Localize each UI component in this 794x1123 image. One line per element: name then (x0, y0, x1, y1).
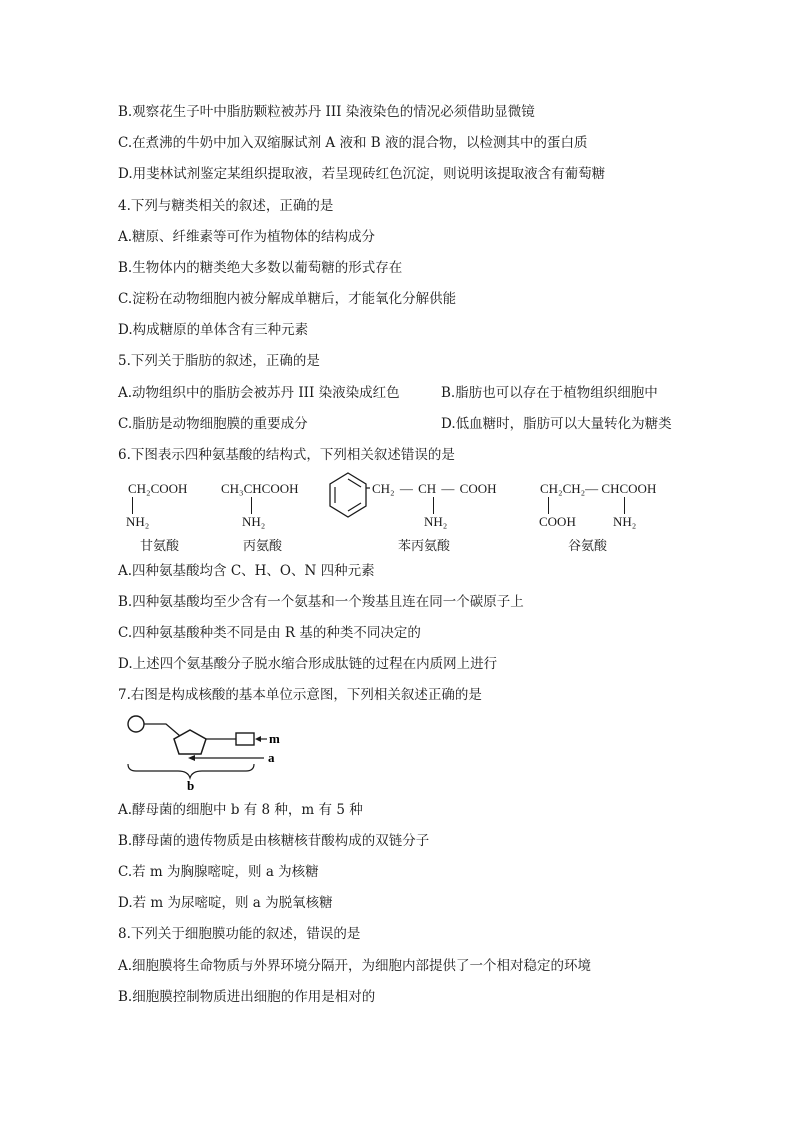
q4-option-a: A.糖原、纤维素等可作为植物体的结构成分 (118, 229, 376, 245)
alanine-top: CH₃CHCOOH (221, 481, 299, 496)
q6-option-c: C.四种氨基酸种类不同是由 R 基的种类不同决定的 (118, 625, 421, 641)
q4-option-d: D.构成糖原的单体含有三种元素 (118, 322, 309, 338)
alanine-name: 丙氨酸 (243, 538, 283, 553)
q8-option-b: B.细胞膜控制物质进出细胞的作用是相对的 (118, 989, 376, 1005)
phosphate-circle (128, 716, 144, 732)
phenylalanine-bond (433, 497, 434, 514)
label-a: a (268, 750, 275, 765)
base-rect (236, 733, 254, 745)
q3-option-d: D.用斐林试剂鉴定某组织提取液，若呈现砖红色沉淀，则说明该提取液含有葡萄糖 (118, 166, 606, 182)
q7-option-c: C.若 m 为胸腺嘧啶，则 a 为核糖 (118, 864, 319, 880)
q5-option-b: B.脂肪也可以存在于植物组织细胞中 (441, 385, 658, 401)
q3-option-c: C.在煮沸的牛奶中加入双缩脲试剂 A 液和 B 液的混合物，以检测其中的蛋白质 (118, 135, 588, 151)
pentose-pentagon (174, 730, 206, 754)
q6-stem: 6.下图表示四种氨基酸的结构式，下列相关叙述错误的是 (118, 447, 455, 463)
q3-option-b: B.观察花生子叶中脂肪颗粒被苏丹 III 染液染色的情况必须借助显微镜 (118, 104, 535, 120)
q5-option-d: D.低血糖时，脂肪可以大量转化为糖类 (441, 416, 672, 432)
q7-option-a: A.酵母菌的细胞中 b 有 8 种，m 有 5 种 (118, 802, 363, 818)
phenylalanine-top: CH₂ — CH — COOH (372, 481, 497, 496)
q4-option-b: B.生物体内的糖类绝大多数以葡萄糖的形式存在 (118, 260, 403, 276)
q8-stem: 8.下列关于细胞膜功能的叙述，错误的是 (118, 926, 361, 942)
glycine-name: 甘氨酸 (140, 538, 180, 553)
q7-stem: 7.右图是构成核酸的基本单位示意图，下列相关叙述正确的是 (118, 687, 482, 703)
phenylalanine-name: 苯丙氨酸 (398, 538, 451, 553)
q7-option-d: D.若 m 为尿嘧啶，则 a 为脱氧核糖 (118, 895, 333, 911)
q8-option-a: A.细胞膜将生命物质与外界环境分隔开，为细胞内部提供了一个相对稳定的环境 (118, 958, 592, 974)
q4-option-c: C.淀粉在动物细胞内被分解成单糖后，才能氧化分解供能 (118, 291, 457, 307)
nucleotide-diagram (118, 710, 298, 795)
alanine-bottom: NH₂ (242, 514, 266, 529)
glutamate-name: 谷氨酸 (568, 538, 608, 553)
q5-option-a: A.动物组织中的脂肪会被苏丹 III 染液染成红色 (118, 385, 400, 401)
q5-stem: 5.下列关于脂肪的叙述，正确的是 (118, 353, 320, 369)
glutamate-bond-left (548, 497, 549, 514)
phenylalanine-bottom: NH₂ (424, 514, 448, 529)
benzene-ring-icon (326, 470, 370, 520)
glutamate-bottom-right: NH₂ (613, 514, 637, 529)
glycine-bottom: NH₂ (126, 514, 150, 529)
q5-option-c: C.脂肪是动物细胞膜的重要成分 (118, 416, 308, 432)
q6-option-a: A.四种氨基酸均含 C、H、O、N 四种元素 (118, 563, 375, 579)
bracket-b (128, 764, 254, 778)
glutamate-top: CH₂CH₂— CHCOOH (540, 481, 657, 496)
q4-stem: 4.下列与糖类相关的叙述，正确的是 (118, 198, 334, 214)
q6-option-d: D.上述四个氨基酸分子脱水缩合形成肽链的过程在内质网上进行 (118, 656, 498, 672)
glycine-bond (132, 497, 133, 514)
glutamate-bond-right (624, 497, 625, 514)
q7-option-b: B.酵母菌的遗传物质是由核糖核苷酸构成的双链分子 (118, 833, 430, 849)
label-b: b (187, 778, 195, 793)
q6-option-b: B.四种氨基酸均至少含有一个氨基和一个羧基且连在同一个碳原子上 (118, 594, 524, 610)
label-m: m (269, 731, 280, 746)
alanine-bond (251, 497, 252, 514)
glutamate-bottom-left: COOH (539, 514, 576, 529)
glycine-top: CH₂COOH (128, 481, 188, 496)
